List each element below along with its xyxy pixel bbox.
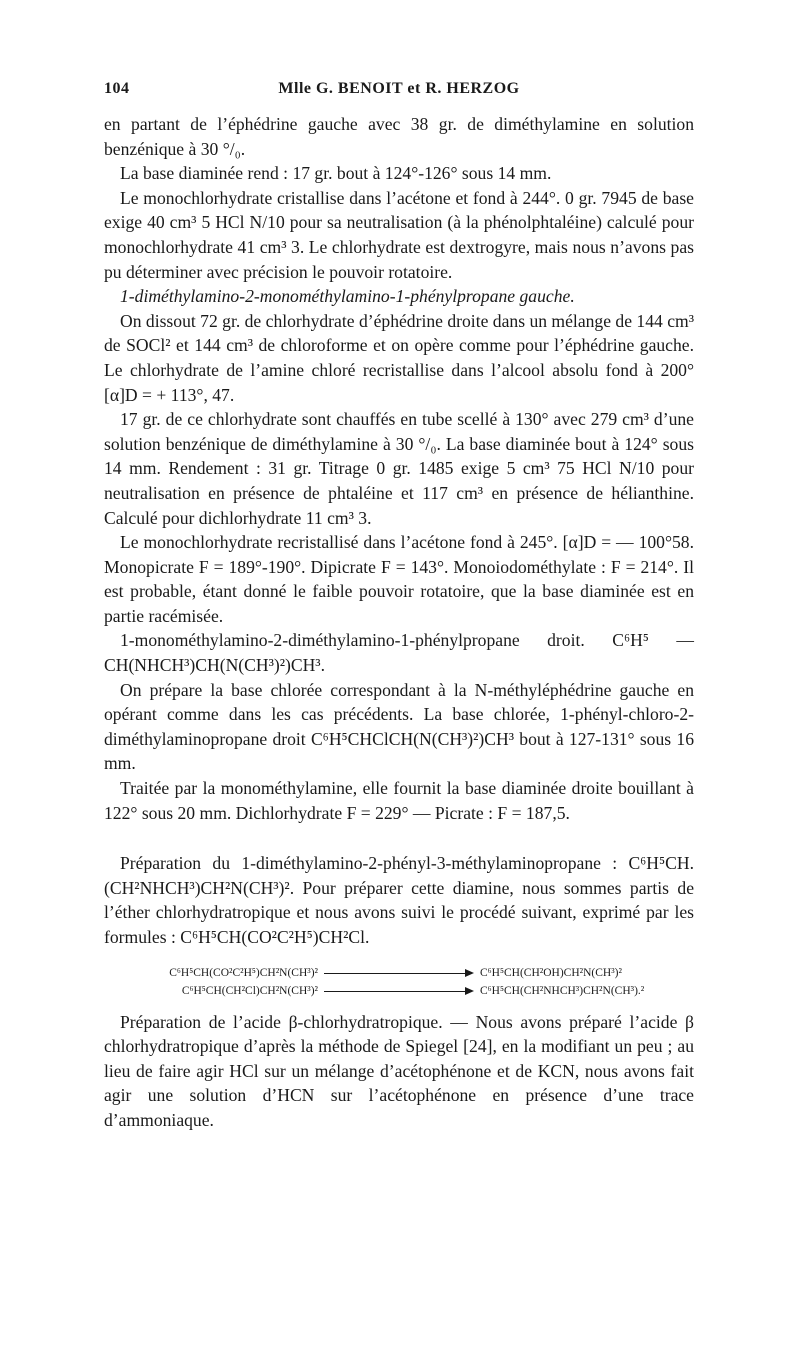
paragraph: en partant de l’éphédrine gauche avec 38 gr. de diméthylamine en solution benzénique à 30 °/₀. [104, 114, 694, 159]
page-header [104, 80, 694, 106]
compound-heading-text: 1-diméthylamino-2-monométhylamino-1-phénylpropane gauche. [120, 286, 575, 307]
scheme-reactant: C⁶H⁵CH(CO²C²H⁵)CH²N(CH³)² [169, 966, 318, 979]
paragraph: Le monochlorhydrate recristallisé dans l’acétone fond à 245°. [α]D = — 100°58. Monopicrate F = 189°-190°. Dipicrate F = 143°. Monoiodométhylate : F = 214°. Il est probable, étant donné le faible pouvoir rotatoire, que la base diaminée est en partie racémisée. [104, 532, 694, 626]
paragraph: Le monochlorhydrate cristallise dans l’acétone et fond à 244°. 0 gr. 7945 de base exige 40 cm³ 5 HCl N/10 pour sa neutralisation (à la phénolphtaléine) calculé pour monochlorhydrate 41 cm³ 3. Le chlorhydrate est dextrogyre, mais nous n’avons pas pu déterminer avec précision le pouvoir rotatoire. [104, 187, 694, 282]
scheme-row [104, 982, 694, 1000]
paragraph: On dissout 72 gr. de chlorhydrate d’éphédrine droite dans un mélange de 144 cm³ de SOCl² et 144 cm³ de chloroforme et on opère comme pour l’éphédrine gauche. Le chlorhydrate de l’amine chloré recristallise dans l’alcool absolu fond à 200° [α]D = + 113°, 47. [104, 310, 694, 405]
paragraph: 17 gr. de ce chlorhydrate sont chauffés en tube scellé à 130° avec 279 cm³ d’une solution benzénique de diméthylamine à 30 °/₀. La base diaminée bout à 124° sous 14 mm. Rendement : 31 gr. Titrage 0 gr. 1485 exige 5 cm³ 75 HCl N/10 pour neutralisation en présence de phtaléine et 117 cm³ en présence de hélianthine. Calculé pour dichlorhydrate 11 cm³ 3. [104, 409, 694, 528]
paragraph: Préparation du 1-diméthylamino-2-phényl-3-méthylaminopropane : C⁶H⁵CH.(CH²NHCH³)CH²N(CH³)². Pour préparer cette diamine, nous sommes partis de l’éther chlorhydratropique et nous avons suivi le procédé suivant, exprimé par les formules : C⁶H⁵CH(CO²C²H⁵)CH²Cl. [104, 853, 694, 947]
scheme-product: C⁶H⁵CH(CH²NHCH³)CH²N(CH³).² [480, 984, 645, 997]
paragraph: Préparation de l’acide β-chlorhydratropique. — Nous avons préparé l’acide β chlorhydratropique d’après la méthode de Spiegel [24], en la modifiant un peu ; au lieu de faire agir HCl sur un mélange d’acétophénone et de KCN, nous avons fait agir une solution d’HCN sur l’acétophénone en présence d’une trace d’ammoniaque. [104, 1011, 694, 1130]
body-text [104, 112, 694, 1133]
reaction-scheme [104, 964, 694, 1000]
paragraph: Traitée par la monométhylamine, elle fournit la base diaminée droite bouillant à 122° sous 20 mm. Dichlorhydrate F = 229° — Picrate : F = 187,5. [104, 778, 694, 823]
paragraph: On prépare la base chlorée correspondant à la N-méthyléphédrine gauche en opérant comme dans les cas précédents. La base chlorée, 1-phényl-chloro-2-diméthylaminopropane droit C⁶H⁵CHClCH(N(CH³)²)CH³ bout à 127-131° sous 16 mm. [104, 679, 694, 774]
paragraph: La base diaminée rend : 17 gr. bout à 124°-126° sous 14 mm. [120, 163, 552, 184]
page-number: 104 [104, 80, 130, 97]
scheme-row [104, 964, 694, 982]
arrow-right-icon [324, 986, 474, 996]
compound-heading [104, 284, 694, 309]
scheme-product: C⁶H⁵CH(CH²OH)CH²N(CH³)² [480, 966, 622, 979]
scheme-reactant: C⁶H⁵CH(CH²Cl)CH²N(CH³)² [181, 984, 318, 997]
section-gap [104, 825, 694, 851]
running-head: Mlle G. BENOIT et R. HERZOG [278, 80, 520, 97]
arrow-right-icon [324, 968, 474, 978]
paragraph: 1-monométhylamino-2-diméthylamino-1-phénylpropane droit. C⁶H⁵ — CH(NHCH³)CH(N(CH³)²)CH³. [104, 630, 694, 676]
